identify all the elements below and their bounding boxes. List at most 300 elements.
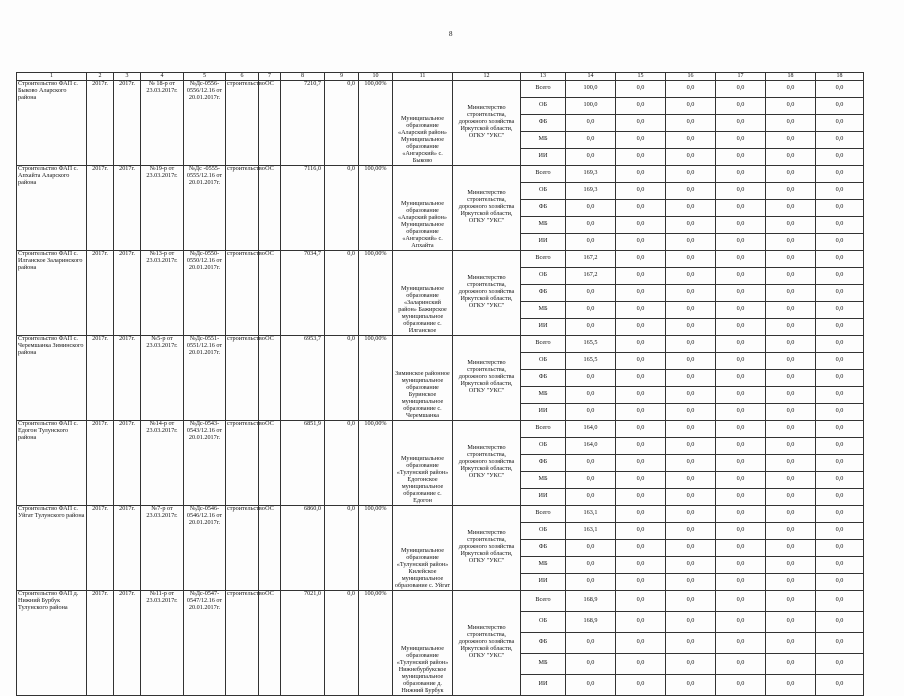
- contract: №Дс-0546-0546/12.16 от 20.01.2017г.: [184, 505, 226, 590]
- value-cell: 0,0: [566, 403, 616, 420]
- value-cell: 0,0: [616, 216, 666, 233]
- estimated-cost: 6851,9: [281, 420, 325, 505]
- value-cell: 0,0: [766, 80, 816, 97]
- year-end: 2017г.: [114, 80, 141, 165]
- value-cell: 0,0: [766, 522, 816, 539]
- value-cell: 0,0: [816, 284, 864, 301]
- estimated-cost: 7116,0: [281, 165, 325, 250]
- year-start: 2017г.: [87, 165, 114, 250]
- header-cell: 18: [816, 73, 864, 81]
- category: ОС: [259, 335, 281, 420]
- readiness-percent: 100,00%: [359, 335, 393, 420]
- value-cell: 0,0: [566, 318, 616, 335]
- value-cell: 164,0: [566, 420, 616, 437]
- value-cell: 0,0: [616, 301, 666, 318]
- value-cell: 0,0: [716, 318, 766, 335]
- header-cell: 7: [259, 73, 281, 81]
- col9-value: 0,0: [325, 335, 359, 420]
- value-cell: 0,0: [616, 250, 666, 267]
- value-cell: 0,0: [816, 522, 864, 539]
- table-row: [17, 165, 864, 182]
- source-label: ОБ: [521, 97, 566, 114]
- value-cell: 0,0: [616, 420, 666, 437]
- value-cell: 0,0: [766, 182, 816, 199]
- value-cell: 100,0: [566, 97, 616, 114]
- work-type: строительство: [226, 250, 259, 335]
- value-cell: 163,1: [566, 505, 616, 522]
- year-end: 2017г.: [114, 420, 141, 505]
- value-cell: 0,0: [716, 233, 766, 250]
- value-cell: 167,2: [566, 267, 616, 284]
- customer: Муниципальное образование «Аларский район» Муниципальное образование «Ангарский» с. Быково: [393, 80, 453, 165]
- project-name: Строительство ФАП с. Черемшанка Зиминского района: [17, 335, 87, 420]
- value-cell: 0,0: [616, 318, 666, 335]
- category: ОС: [259, 165, 281, 250]
- decree: № 18-р от 23.03.2017г.: [141, 80, 184, 165]
- value-cell: 0,0: [666, 233, 716, 250]
- value-cell: 0,0: [716, 131, 766, 148]
- ministry: Министерство строительства, дорожного хозяйства Иркутской области, ОГКУ "УКС": [453, 505, 521, 590]
- source-label: ИИ: [521, 148, 566, 165]
- header-cell: 3: [114, 73, 141, 81]
- page-number: 8: [449, 30, 453, 38]
- value-cell: 0,0: [616, 114, 666, 131]
- value-cell: 0,0: [666, 403, 716, 420]
- source-label: МБ: [521, 556, 566, 573]
- value-cell: 0,0: [766, 267, 816, 284]
- project-name: Строительство ФАП с. Едогон Тулунского района: [17, 420, 87, 505]
- category: ОС: [259, 80, 281, 165]
- source-label: МБ: [521, 471, 566, 488]
- work-type: строительство: [226, 165, 259, 250]
- value-cell: 0,0: [716, 386, 766, 403]
- value-cell: 0,0: [766, 318, 816, 335]
- value-cell: 0,0: [666, 216, 716, 233]
- value-cell: 0,0: [716, 471, 766, 488]
- value-cell: 0,0: [566, 233, 616, 250]
- table-row: [17, 590, 864, 611]
- value-cell: 0,0: [616, 335, 666, 352]
- year-end: 2017г.: [114, 165, 141, 250]
- header-cell: 2: [87, 73, 114, 81]
- value-cell: 0,0: [616, 454, 666, 471]
- value-cell: 0,0: [666, 352, 716, 369]
- value-cell: 0,0: [816, 165, 864, 182]
- value-cell: 0,0: [616, 471, 666, 488]
- ministry: Министерство строительства, дорожного хозяйства Иркутской области, ОГКУ "УКС": [453, 420, 521, 505]
- value-cell: 0,0: [816, 590, 864, 611]
- value-cell: 0,0: [666, 114, 716, 131]
- col9-value: 0,0: [325, 250, 359, 335]
- estimated-cost: 7021,0: [281, 590, 325, 695]
- header-cell: 13: [521, 73, 566, 81]
- value-cell: 168,9: [566, 611, 616, 632]
- value-cell: 0,0: [716, 284, 766, 301]
- value-cell: 0,0: [766, 97, 816, 114]
- value-cell: 0,0: [816, 386, 864, 403]
- value-cell: 0,0: [716, 97, 766, 114]
- value-cell: 0,0: [566, 148, 616, 165]
- ministry: Министерство строительства, дорожного хозяйства Иркутской области, ОГКУ "УКС": [453, 590, 521, 695]
- value-cell: 0,0: [816, 556, 864, 573]
- source-label: Всего: [521, 335, 566, 352]
- value-cell: 0,0: [666, 505, 716, 522]
- table-row: [17, 80, 864, 97]
- value-cell: 0,0: [616, 80, 666, 97]
- year-start: 2017г.: [87, 590, 114, 695]
- value-cell: 0,0: [716, 301, 766, 318]
- header-cell: 18: [766, 73, 816, 81]
- value-cell: 0,0: [816, 250, 864, 267]
- estimated-cost: 6860,0: [281, 505, 325, 590]
- year-end: 2017г.: [114, 590, 141, 695]
- value-cell: 0,0: [766, 250, 816, 267]
- value-cell: 0,0: [566, 653, 616, 674]
- contract: №Дс-0547-0547/12.16 от 20.01.2017г.: [184, 590, 226, 695]
- header-cell: 10: [359, 73, 393, 81]
- value-cell: 0,0: [766, 369, 816, 386]
- value-cell: 0,0: [616, 284, 666, 301]
- value-cell: 0,0: [716, 352, 766, 369]
- value-cell: 0,0: [766, 301, 816, 318]
- value-cell: 100,0: [566, 80, 616, 97]
- readiness-percent: 100,00%: [359, 420, 393, 505]
- customer: Муниципальное образование «Заларинский район» Бажирское муниципальное образование с. Илганское: [393, 250, 453, 335]
- value-cell: 0,0: [666, 267, 716, 284]
- value-cell: 0,0: [616, 611, 666, 632]
- value-cell: 0,0: [616, 505, 666, 522]
- construction-table: [16, 72, 864, 696]
- header-cell: 11: [393, 73, 453, 81]
- contract: №Дс-0551-0551/12.16 от 20.01.2017г.: [184, 335, 226, 420]
- value-cell: 0,0: [716, 420, 766, 437]
- value-cell: 0,0: [766, 420, 816, 437]
- ministry: Министерство строительства, дорожного хозяйства Иркутской области, ОГКУ "УКС": [453, 250, 521, 335]
- category: ОС: [259, 420, 281, 505]
- source-label: ФБ: [521, 284, 566, 301]
- value-cell: 0,0: [716, 335, 766, 352]
- value-cell: 0,0: [716, 250, 766, 267]
- value-cell: 0,0: [766, 148, 816, 165]
- source-label: Всего: [521, 420, 566, 437]
- value-cell: 0,0: [566, 131, 616, 148]
- value-cell: 0,0: [666, 165, 716, 182]
- value-cell: 0,0: [566, 199, 616, 216]
- value-cell: 0,0: [816, 131, 864, 148]
- value-cell: 0,0: [766, 556, 816, 573]
- value-cell: 0,0: [616, 522, 666, 539]
- value-cell: 164,0: [566, 437, 616, 454]
- customer: Зиминское районное муниципальное образование Буринское муниципальное образование с. Черемшанка: [393, 335, 453, 420]
- value-cell: 0,0: [666, 632, 716, 653]
- header-cell: 1: [17, 73, 87, 81]
- value-cell: 0,0: [566, 114, 616, 131]
- value-cell: 0,0: [816, 403, 864, 420]
- value-cell: 0,0: [766, 653, 816, 674]
- value-cell: 0,0: [566, 301, 616, 318]
- value-cell: 0,0: [766, 573, 816, 590]
- value-cell: 0,0: [566, 539, 616, 556]
- value-cell: 0,0: [716, 522, 766, 539]
- value-cell: 0,0: [616, 97, 666, 114]
- value-cell: 0,0: [616, 199, 666, 216]
- value-cell: 163,1: [566, 522, 616, 539]
- ministry: Министерство строительства, дорожного хозяйства Иркутской области, ОГКУ "УКС": [453, 165, 521, 250]
- customer: Муниципальное образование «Тулунский район» Килейское муниципальное образование с. Уйгат: [393, 505, 453, 590]
- year-end: 2017г.: [114, 505, 141, 590]
- year-start: 2017г.: [87, 420, 114, 505]
- decree: №5-р от 23.03.2017г.: [141, 335, 184, 420]
- header-cell: 12: [453, 73, 521, 81]
- value-cell: 0,0: [816, 267, 864, 284]
- ministry: Министерство строительства, дорожного хозяйства Иркутской области, ОГКУ "УКС": [453, 335, 521, 420]
- source-label: ОБ: [521, 522, 566, 539]
- value-cell: 0,0: [816, 454, 864, 471]
- header-cell: 4: [141, 73, 184, 81]
- value-cell: 0,0: [616, 653, 666, 674]
- customer: Муниципальное образование «Тулунский район» Едогонское муниципальное образование с. Едогон: [393, 420, 453, 505]
- value-cell: 0,0: [666, 674, 716, 695]
- value-cell: 0,0: [566, 573, 616, 590]
- source-label: ФБ: [521, 199, 566, 216]
- decree: №19-р от 23.03.2017г.: [141, 165, 184, 250]
- value-cell: 0,0: [766, 284, 816, 301]
- value-cell: 0,0: [616, 632, 666, 653]
- value-cell: 0,0: [616, 369, 666, 386]
- year-start: 2017г.: [87, 335, 114, 420]
- source-label: ОБ: [521, 611, 566, 632]
- project-name: Строительство ФАП с. Илганское Заларинского района: [17, 250, 87, 335]
- value-cell: 0,0: [616, 131, 666, 148]
- value-cell: 0,0: [716, 674, 766, 695]
- value-cell: 0,0: [816, 420, 864, 437]
- value-cell: 0,0: [816, 318, 864, 335]
- estimated-cost: 6953,7: [281, 335, 325, 420]
- value-cell: 0,0: [616, 386, 666, 403]
- value-cell: 0,0: [666, 318, 716, 335]
- value-cell: 0,0: [666, 611, 716, 632]
- source-label: МБ: [521, 301, 566, 318]
- value-cell: 0,0: [816, 653, 864, 674]
- work-type: строительство: [226, 335, 259, 420]
- value-cell: 0,0: [666, 80, 716, 97]
- value-cell: 0,0: [766, 539, 816, 556]
- value-cell: 0,0: [666, 471, 716, 488]
- value-cell: 0,0: [816, 488, 864, 505]
- header-cell: 9: [325, 73, 359, 81]
- value-cell: 0,0: [666, 284, 716, 301]
- value-cell: 0,0: [716, 556, 766, 573]
- value-cell: 0,0: [766, 505, 816, 522]
- value-cell: 0,0: [766, 471, 816, 488]
- category: ОС: [259, 590, 281, 695]
- value-cell: 0,0: [666, 573, 716, 590]
- value-cell: 0,0: [716, 437, 766, 454]
- value-cell: 0,0: [816, 539, 864, 556]
- value-cell: 0,0: [616, 233, 666, 250]
- value-cell: 0,0: [566, 386, 616, 403]
- contract: №Дс-0556-0556/12.16 от 20.01.2017г.: [184, 80, 226, 165]
- work-type: строительство: [226, 590, 259, 695]
- source-label: ИИ: [521, 318, 566, 335]
- value-cell: 0,0: [716, 611, 766, 632]
- value-cell: 0,0: [816, 573, 864, 590]
- value-cell: 0,0: [766, 352, 816, 369]
- source-label: ОБ: [521, 352, 566, 369]
- source-label: МБ: [521, 131, 566, 148]
- source-label: ОБ: [521, 267, 566, 284]
- header-cell: 14: [566, 73, 616, 81]
- table-body: [17, 73, 864, 696]
- value-cell: 0,0: [716, 148, 766, 165]
- value-cell: 0,0: [616, 573, 666, 590]
- decree: №11-р от 23.03.2017г.: [141, 590, 184, 695]
- header-cell: 8: [281, 73, 325, 81]
- value-cell: 0,0: [666, 420, 716, 437]
- value-cell: 0,0: [816, 199, 864, 216]
- value-cell: 0,0: [716, 653, 766, 674]
- value-cell: 0,0: [566, 556, 616, 573]
- value-cell: 0,0: [716, 539, 766, 556]
- value-cell: 0,0: [666, 97, 716, 114]
- value-cell: 0,0: [816, 335, 864, 352]
- value-cell: 0,0: [666, 590, 716, 611]
- source-label: ФБ: [521, 539, 566, 556]
- source-label: Всего: [521, 250, 566, 267]
- decree: №14-р от 23.03.2017г.: [141, 420, 184, 505]
- value-cell: 0,0: [716, 114, 766, 131]
- source-label: МБ: [521, 386, 566, 403]
- value-cell: 0,0: [666, 437, 716, 454]
- value-cell: 0,0: [616, 148, 666, 165]
- value-cell: 0,0: [566, 369, 616, 386]
- value-cell: 0,0: [666, 653, 716, 674]
- value-cell: 0,0: [816, 114, 864, 131]
- year-start: 2017г.: [87, 505, 114, 590]
- value-cell: 0,0: [716, 165, 766, 182]
- value-cell: 0,0: [716, 590, 766, 611]
- value-cell: 169,3: [566, 182, 616, 199]
- value-cell: 0,0: [816, 80, 864, 97]
- value-cell: 0,0: [816, 471, 864, 488]
- value-cell: 0,0: [716, 488, 766, 505]
- decree: №7-р от 23.03.2017г.: [141, 505, 184, 590]
- year-end: 2017г.: [114, 335, 141, 420]
- value-cell: 0,0: [766, 403, 816, 420]
- source-label: ФБ: [521, 369, 566, 386]
- value-cell: 0,0: [616, 352, 666, 369]
- value-cell: 0,0: [616, 403, 666, 420]
- value-cell: 0,0: [566, 284, 616, 301]
- source-label: ФБ: [521, 632, 566, 653]
- value-cell: 0,0: [666, 335, 716, 352]
- source-label: ФБ: [521, 454, 566, 471]
- value-cell: 0,0: [816, 148, 864, 165]
- project-name: Строительство ФАП с. Уйгат Тулунского района: [17, 505, 87, 590]
- col9-value: 0,0: [325, 505, 359, 590]
- source-label: ИИ: [521, 233, 566, 250]
- source-label: Всего: [521, 80, 566, 97]
- value-cell: 0,0: [766, 114, 816, 131]
- source-label: ИИ: [521, 403, 566, 420]
- source-label: ОБ: [521, 437, 566, 454]
- project-name: Строительство ФАП д. Нижний Бурбук Тулунского района: [17, 590, 87, 695]
- col9-value: 0,0: [325, 80, 359, 165]
- value-cell: 0,0: [766, 590, 816, 611]
- estimated-cost: 7210,7: [281, 80, 325, 165]
- value-cell: 0,0: [816, 674, 864, 695]
- source-label: ИИ: [521, 488, 566, 505]
- category: ОС: [259, 505, 281, 590]
- value-cell: 0,0: [616, 488, 666, 505]
- value-cell: 169,3: [566, 165, 616, 182]
- value-cell: 0,0: [816, 301, 864, 318]
- value-cell: 0,0: [716, 182, 766, 199]
- header-cell: 17: [716, 73, 766, 81]
- header-cell: 6: [226, 73, 259, 81]
- value-cell: 0,0: [616, 674, 666, 695]
- value-cell: 0,0: [666, 556, 716, 573]
- estimated-cost: 7034,7: [281, 250, 325, 335]
- value-cell: 0,0: [566, 471, 616, 488]
- value-cell: 0,0: [766, 131, 816, 148]
- value-cell: 0,0: [816, 505, 864, 522]
- value-cell: 0,0: [616, 556, 666, 573]
- value-cell: 0,0: [716, 216, 766, 233]
- value-cell: 0,0: [716, 573, 766, 590]
- readiness-percent: 100,00%: [359, 590, 393, 695]
- source-label: ИИ: [521, 573, 566, 590]
- value-cell: 0,0: [566, 216, 616, 233]
- value-cell: 0,0: [616, 165, 666, 182]
- value-cell: 0,0: [616, 267, 666, 284]
- readiness-percent: 100,00%: [359, 165, 393, 250]
- value-cell: 0,0: [716, 454, 766, 471]
- source-label: Всего: [521, 590, 566, 611]
- col9-value: 0,0: [325, 590, 359, 695]
- contract: №Дс -0555-0555/12.16 от 20.01.2017г.: [184, 165, 226, 250]
- header-row: [17, 73, 864, 81]
- value-cell: 0,0: [716, 403, 766, 420]
- value-cell: 0,0: [666, 250, 716, 267]
- source-label: ОБ: [521, 182, 566, 199]
- value-cell: 0,0: [766, 674, 816, 695]
- readiness-percent: 100,00%: [359, 80, 393, 165]
- value-cell: 0,0: [666, 131, 716, 148]
- col9-value: 0,0: [325, 165, 359, 250]
- customer: Муниципальное образование «Аларский район» Муниципальное образование «Ангарский» с. Апхайта: [393, 165, 453, 250]
- value-cell: 0,0: [766, 335, 816, 352]
- value-cell: 0,0: [816, 437, 864, 454]
- value-cell: 0,0: [616, 590, 666, 611]
- value-cell: 0,0: [766, 233, 816, 250]
- value-cell: 0,0: [566, 632, 616, 653]
- source-label: МБ: [521, 216, 566, 233]
- value-cell: 0,0: [716, 505, 766, 522]
- value-cell: 0,0: [816, 611, 864, 632]
- source-label: ИИ: [521, 674, 566, 695]
- source-label: Всего: [521, 165, 566, 182]
- project-name: Строительство ФАП с. Апхайта Аларского района: [17, 165, 87, 250]
- ministry: Министерство строительства, дорожного хозяйства Иркутской области, ОГКУ "УКС": [453, 80, 521, 165]
- source-label: Всего: [521, 505, 566, 522]
- value-cell: 0,0: [666, 522, 716, 539]
- value-cell: 0,0: [616, 182, 666, 199]
- contract: №Дс-0543-0543/12.16 от 20.01.2017г.: [184, 420, 226, 505]
- value-cell: 0,0: [766, 199, 816, 216]
- value-cell: 0,0: [616, 437, 666, 454]
- value-cell: 0,0: [766, 611, 816, 632]
